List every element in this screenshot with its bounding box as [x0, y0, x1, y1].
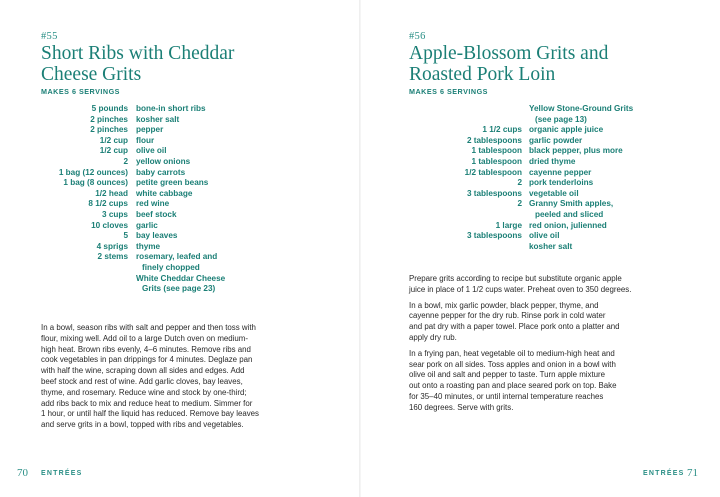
ingredient-quantity: 1 tablespoon: [471, 146, 522, 156]
ingredient-item: rosemary, leafed and: [136, 252, 218, 262]
recipe-title: [41, 43, 234, 85]
ingredient-quantity: 2: [517, 178, 522, 188]
ingredient-row: [361, 189, 720, 200]
ingredient-item: vegetable oil: [529, 188, 579, 198]
ingredient-row: [361, 199, 720, 210]
ingredient-row: [361, 242, 720, 253]
ingredient-item: bone-in short ribs: [136, 104, 206, 113]
ingredient-row: [361, 125, 720, 136]
ingredient-quantity: 1 1/2 cups: [482, 125, 522, 135]
ingredient-item: black pepper, plus more: [529, 146, 623, 156]
instruction-line: In a frying pan, heat vegetable oil to medium-high heat and: [409, 348, 615, 358]
ingredients-list: [0, 104, 359, 295]
recipe-title-line: Short Ribs with Cheddar: [41, 43, 235, 64]
instruction-paragraph: [409, 301, 631, 344]
recipe-title-line: Roasted Pork Loin: [409, 64, 556, 85]
ingredient-item: finely chopped: [142, 262, 200, 272]
ingredient-quantity: 1/2 cup: [99, 135, 128, 145]
ingredient-row: [361, 157, 720, 168]
ingredient-quantity: 1 bag (8 ounces): [63, 178, 128, 188]
instruction-line: In a bowl, mix garlic powder, black pepper, thyme, and: [409, 300, 599, 310]
ingredient-item: cayenne pepper: [529, 167, 592, 177]
ingredient-quantity: 1 bag (12 ounces): [58, 167, 128, 177]
instruction-line: 160 degrees. Serve with grits.: [409, 402, 514, 412]
ingredient-item: White Cheddar Cheese: [136, 273, 226, 283]
ingredient-row: [0, 284, 359, 295]
ingredient-quantity: 4 sprigs: [96, 241, 128, 251]
ingredient-quantity: 2 stems: [97, 252, 128, 262]
instruction-paragraph: [409, 349, 631, 414]
instruction-line: add ribs back to mix and reduce heat to medium. Simmer for: [41, 398, 253, 408]
ingredient-item: red onion, julienned: [529, 220, 607, 230]
ingredient-item: kosher salt: [529, 241, 573, 251]
ingredient-row: [361, 104, 720, 115]
right-page: [361, 0, 720, 497]
ingredient-item: pepper: [136, 125, 164, 135]
recipe-title: [409, 43, 608, 85]
ingredients-list: [361, 104, 720, 252]
recipe-number: #55: [41, 31, 58, 42]
ingredient-item: thyme: [136, 241, 161, 251]
instruction-line: thyme, and rosemary. Reduce wine and stock by one-third;: [41, 387, 247, 397]
ingredient-item: dried thyme: [529, 156, 576, 166]
ingredient-row: [0, 189, 359, 200]
recipe-number: #56: [409, 31, 426, 42]
servings-label: MAKES 6 SERVINGS: [41, 87, 120, 96]
ingredient-row: [0, 199, 359, 210]
instruction-line: olive oil and salt and pepper to taste. Turn apple mixture: [409, 370, 606, 380]
ingredient-row: [0, 221, 359, 232]
ingredient-row: [0, 104, 359, 115]
ingredient-row: [361, 221, 720, 232]
ingredient-quantity: 2 pinches: [90, 125, 128, 135]
instruction-line: cayenne pepper for the dry rub. Rinse pork in cold water: [409, 311, 606, 321]
instruction-line: with half the wine, scraping down all sides and edges. Add: [41, 366, 245, 376]
ingredient-item: yellow onions: [136, 156, 191, 166]
ingredient-quantity: 5: [123, 231, 128, 241]
recipe-title-line: Cheese Grits: [41, 64, 142, 85]
ingredient-item: olive oil: [529, 231, 560, 241]
instruction-paragraph: [41, 323, 259, 431]
instruction-line: and pat dry with a paper towel. Place pork onto a platter and: [409, 322, 620, 332]
ingredient-row: [361, 115, 720, 126]
instruction-paragraph: [409, 274, 631, 296]
instruction-line: 1 hour, or until half the liquid has reduced. Remove bay leaves: [41, 409, 260, 419]
instruction-line: juice in place of 1 1/2 cups water. Preheat oven to 350 degrees.: [409, 284, 632, 294]
ingredient-row: [361, 178, 720, 189]
ingredient-row: [0, 146, 359, 157]
ingredient-item: olive oil: [136, 146, 167, 156]
ingredient-row: [0, 242, 359, 253]
page-number: 71: [687, 467, 698, 479]
ingredient-quantity: 2: [123, 156, 128, 166]
ingredient-item: flour: [136, 135, 155, 145]
instruction-line: out onto a roasting pan and place seared pork on top. Bake: [409, 381, 617, 391]
page-number: 70: [17, 467, 28, 479]
ingredient-quantity: 1/2 head: [95, 188, 128, 198]
ingredient-row: [0, 210, 359, 221]
ingredient-item: Grits (see page 23): [142, 284, 216, 294]
ingredient-item: bay leaves: [136, 231, 178, 241]
ingredient-row: [361, 136, 720, 147]
instructions: [409, 274, 631, 419]
ingredient-quantity: 1/2 tablespoon: [464, 167, 522, 177]
ingredient-quantity: 8 1/2 cups: [88, 199, 128, 209]
ingredient-row: [0, 263, 359, 274]
ingredient-item: beef stock: [136, 209, 177, 219]
ingredient-row: [361, 168, 720, 179]
instruction-line: beef stock and rest of wine. Add garlic cloves, bay leaves,: [41, 376, 243, 386]
ingredient-quantity: 3 tablespoons: [466, 231, 522, 241]
ingredient-row: [0, 231, 359, 242]
ingredient-row: [0, 136, 359, 147]
ingredient-item: peeled and sliced: [535, 209, 604, 219]
ingredient-quantity: 1/2 cup: [99, 146, 128, 156]
instruction-line: high heat. Brown ribs evenly, 4–6 minutes. Remove ribs and: [41, 344, 251, 354]
ingredient-quantity: 2: [517, 199, 522, 209]
ingredient-item: organic apple juice: [529, 125, 604, 135]
section-label: ENTRÉES: [41, 470, 83, 477]
ingredient-quantity: 5 pounds: [91, 104, 128, 113]
ingredient-item: red wine: [136, 199, 170, 209]
ingredient-quantity: 2 tablespoons: [466, 135, 522, 145]
ingredient-row: [361, 231, 720, 242]
instruction-line: flour, mixing well. Add oil to a large Dutch oven on medium-: [41, 333, 249, 343]
ingredient-row: [361, 146, 720, 157]
ingredient-row: [0, 157, 359, 168]
ingredient-row: [0, 115, 359, 126]
instruction-line: for 35–40 minutes, or until internal temperature reaches: [409, 391, 604, 401]
ingredient-item: (see page 13): [535, 114, 587, 124]
ingredient-quantity: 3 cups: [102, 209, 128, 219]
ingredient-item: white cabbage: [136, 188, 193, 198]
ingredient-quantity: 3 tablespoons: [466, 188, 522, 198]
instruction-line: apply dry rub.: [409, 332, 457, 342]
ingredient-item: garlic powder: [529, 135, 583, 145]
instruction-line: and serve grits in a bowl, topped with ribs and vegetables.: [41, 420, 244, 430]
ingredient-quantity: 1 large: [495, 220, 522, 230]
ingredient-item: pork tenderloins: [529, 178, 594, 188]
instruction-line: cook vegetables in pan drippings for 4 minutes. Deglaze pan: [41, 355, 253, 365]
servings-label: MAKES 6 SERVINGS: [409, 87, 488, 96]
ingredient-row: [0, 168, 359, 179]
instruction-line: sear pork on all sides. Toss apples and onion in a bowl with: [409, 359, 616, 369]
left-page: [0, 0, 359, 497]
ingredient-quantity: 1 tablespoon: [471, 156, 522, 166]
instructions: [41, 323, 259, 436]
ingredient-row: [0, 125, 359, 136]
ingredient-row: [361, 210, 720, 221]
ingredient-item: kosher salt: [136, 114, 180, 124]
ingredient-item: garlic: [136, 220, 158, 230]
section-label: ENTRÉES: [643, 470, 685, 477]
ingredient-item: baby carrots: [136, 167, 186, 177]
instruction-line: In a bowl, season ribs with salt and pepper and then toss with: [41, 323, 256, 332]
ingredient-quantity: 2 pinches: [90, 114, 128, 124]
ingredient-row: [0, 252, 359, 263]
recipe-title-line: Apple-Blossom Grits and: [409, 43, 609, 64]
ingredient-row: [0, 178, 359, 189]
ingredient-row: [0, 274, 359, 285]
ingredient-item: Yellow Stone-Ground Grits: [529, 104, 634, 113]
ingredient-item: petite green beans: [136, 178, 209, 188]
ingredient-item: Granny Smith apples,: [529, 199, 614, 209]
instruction-line: Prepare grits according to recipe but substitute organic apple: [409, 274, 622, 283]
ingredient-quantity: 10 cloves: [91, 220, 128, 230]
